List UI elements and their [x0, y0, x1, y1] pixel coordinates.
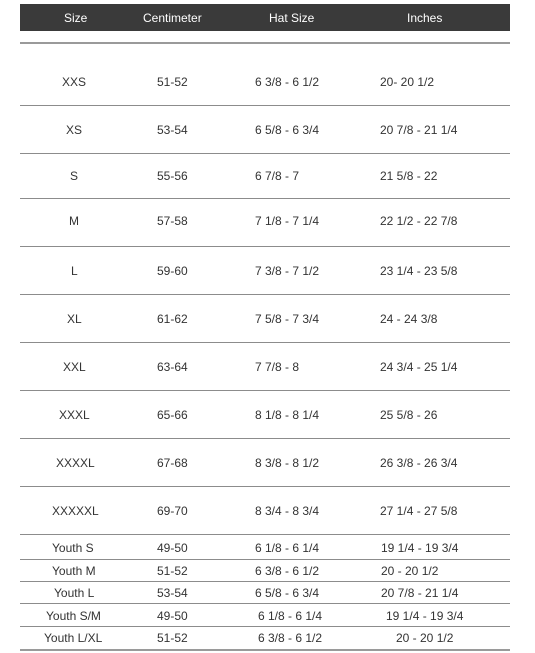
centimeter-cell: 49-50: [157, 609, 188, 623]
hat-size-cell: 6 3/8 - 6 1/2: [255, 564, 320, 578]
table-row: [20, 582, 510, 604]
table-row: [20, 627, 510, 651]
hat-size-cell: 7 3/8 - 7 1/2: [255, 264, 320, 278]
hat-size-cell: 8 3/8 - 8 1/2: [255, 456, 320, 470]
table-row: [20, 391, 510, 439]
hat-size-cell: 6 1/8 - 6 1/4: [255, 541, 320, 555]
size-cell: XL: [67, 312, 82, 326]
size-cell: Youth S/M: [46, 609, 101, 623]
size-cell: Youth S: [52, 541, 94, 555]
size-cell: XXXXXL: [52, 504, 99, 518]
centimeter-cell: 61-62: [157, 312, 188, 326]
inches-cell: 23 1/4 - 23 5/8: [380, 264, 458, 278]
centimeter-cell: 49-50: [157, 541, 188, 555]
table-row: [20, 439, 510, 487]
hat-size-cell: 6 3/8 - 6 1/2: [258, 631, 323, 645]
centimeter-cell: 67-68: [157, 456, 188, 470]
inches-cell: 20 - 20 1/2: [396, 631, 454, 645]
centimeter-cell: 57-58: [157, 214, 188, 228]
table-row: [20, 247, 510, 295]
centimeter-cell: 55-56: [157, 169, 188, 183]
hat-size-cell: 6 5/8 - 6 3/4: [255, 586, 320, 600]
table-row: [20, 343, 510, 391]
inches-cell: 19 1/4 - 19 3/4: [386, 609, 464, 623]
centimeter-cell: 51-52: [157, 75, 188, 89]
table-row: [20, 295, 510, 343]
hat-size-cell: 7 1/8 - 7 1/4: [255, 214, 320, 228]
centimeter-cell: 51-52: [157, 564, 188, 578]
size-cell: Youth M: [52, 564, 96, 578]
table-row: [20, 604, 510, 627]
header-hat-size: Hat Size: [269, 11, 315, 25]
centimeter-cell: 53-54: [157, 123, 188, 137]
size-cell: XXS: [62, 75, 87, 89]
inches-cell: 19 1/4 - 19 3/4: [381, 541, 459, 555]
inches-cell: 25 5/8 - 26: [380, 408, 438, 422]
table-row: [20, 535, 510, 560]
inches-cell: 26 3/8 - 26 3/4: [380, 456, 458, 470]
header-size: Size: [64, 11, 88, 25]
table-row: [20, 199, 510, 247]
size-cell: XXL: [63, 360, 86, 374]
table-row: [20, 154, 510, 199]
hat-size-cell: 6 7/8 - 7: [255, 169, 300, 183]
size-cell: Youth L/XL: [44, 631, 103, 645]
table-row: [20, 487, 510, 535]
size-cell: Youth L: [54, 586, 95, 600]
inches-cell: 22 1/2 - 22 7/8: [380, 214, 458, 228]
table-row: [20, 106, 510, 154]
table-header: [20, 4, 510, 31]
hat-size-cell: 8 3/4 - 8 3/4: [255, 504, 320, 518]
inches-cell: 20 7/8 - 21 1/4: [381, 586, 459, 600]
hat-size-cell: 7 7/8 - 8: [255, 360, 300, 374]
header-centimeter: Centimeter: [143, 11, 202, 25]
inches-cell: 24 - 24 3/8: [380, 312, 438, 326]
centimeter-cell: 53-54: [157, 586, 188, 600]
inches-cell: 20 7/8 - 21 1/4: [380, 123, 458, 137]
inches-cell: 27 1/4 - 27 5/8: [380, 504, 458, 518]
table-bottom-divider: [20, 649, 510, 651]
size-cell: L: [71, 264, 78, 278]
centimeter-cell: 59-60: [157, 264, 188, 278]
inches-cell: 21 5/8 - 22: [380, 169, 438, 183]
size-cell: XS: [66, 123, 83, 137]
size-cell: S: [70, 169, 79, 183]
table-row: [20, 44, 510, 106]
inches-cell: 20- 20 1/2: [380, 75, 435, 89]
size-cell: M: [69, 214, 79, 228]
table-row: [20, 560, 510, 582]
centimeter-cell: 69-70: [157, 504, 188, 518]
hat-size-cell: 6 3/8 - 6 1/2: [255, 75, 320, 89]
size-cell: XXXXL: [56, 456, 95, 470]
centimeter-cell: 63-64: [157, 360, 188, 374]
size-cell: XXXL: [59, 408, 90, 422]
inches-cell: 20 - 20 1/2: [381, 564, 439, 578]
header-inches: Inches: [407, 11, 443, 25]
inches-cell: 24 3/4 - 25 1/4: [380, 360, 458, 374]
centimeter-cell: 51-52: [157, 631, 188, 645]
hat-size-cell: 7 5/8 - 7 3/4: [255, 312, 320, 326]
hat-size-cell: 6 1/8 - 6 1/4: [258, 609, 323, 623]
hat-size-cell: 8 1/8 - 8 1/4: [255, 408, 320, 422]
centimeter-cell: 65-66: [157, 408, 188, 422]
hat-size-cell: 6 5/8 - 6 3/4: [255, 123, 320, 137]
